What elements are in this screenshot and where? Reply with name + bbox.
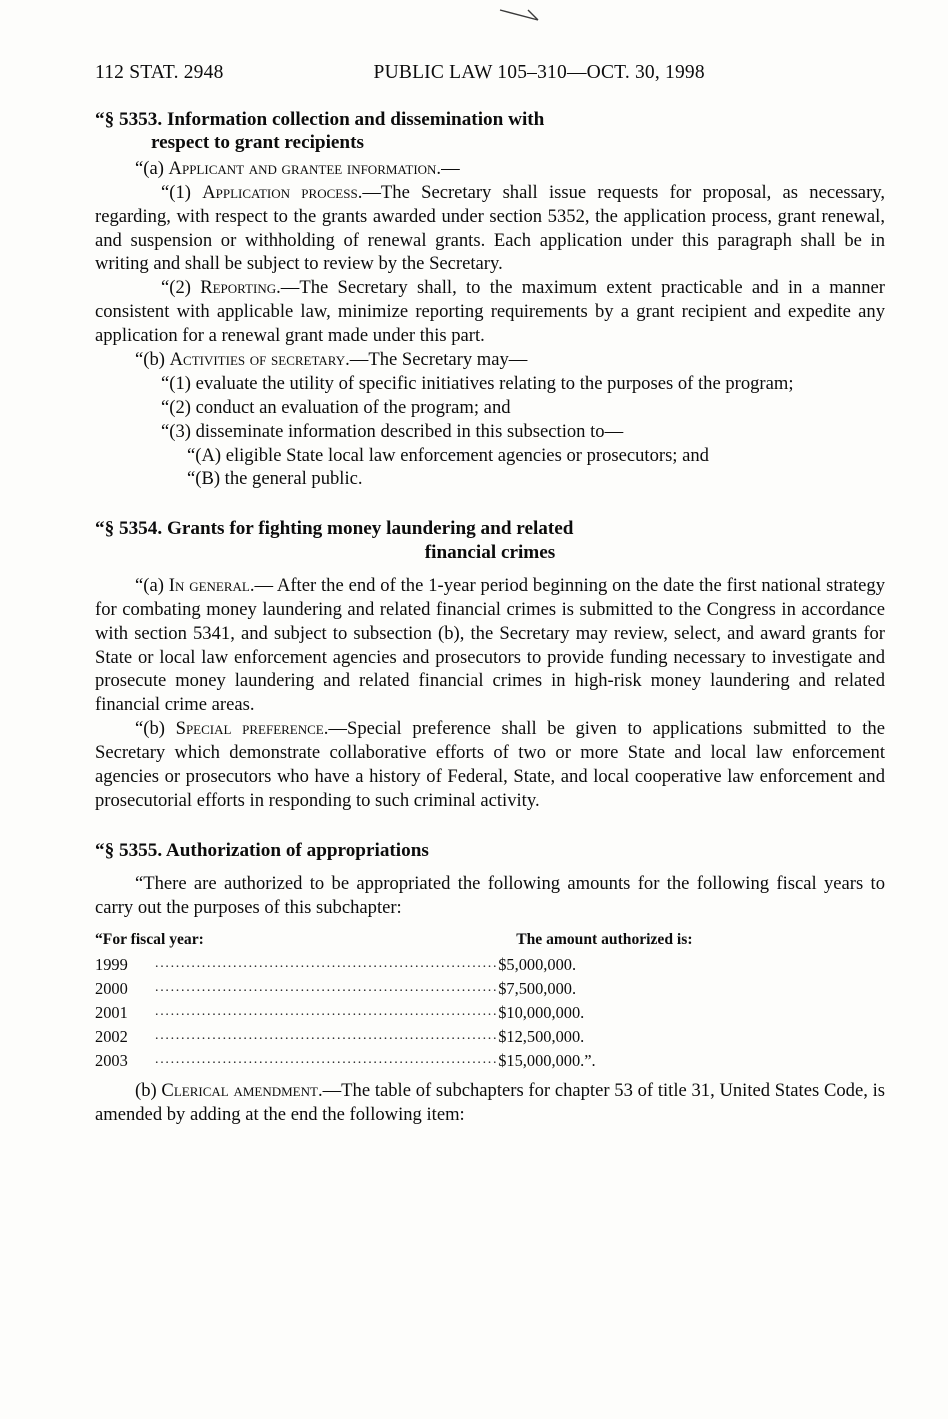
paragraph-b-3-A: “(A) eligible State local law enforcement agencies or prosecutors; and xyxy=(187,444,709,466)
cell-amount: $5,000,000. xyxy=(498,954,577,974)
cell-year: 2002 xyxy=(95,1027,128,1047)
section-5353 xyxy=(95,108,885,491)
paragraph-5355-intro: “There are authorized to be appropriated the following amounts for the following fiscal years to carry out the purposes of this subchapter: xyxy=(95,872,885,918)
paragraph-b-3-B: “(B) the general public. xyxy=(187,468,363,490)
cell-amount: $10,000,000. xyxy=(498,1003,585,1023)
section-5354-number: “§ 5354. xyxy=(95,518,163,540)
cell-year: 2000 xyxy=(95,979,128,998)
cell-year: 2001 xyxy=(95,1003,128,1023)
section-5353-heading xyxy=(95,108,885,155)
cell-year: 1999 xyxy=(95,954,128,974)
cell-leader: .................................................................. xyxy=(155,1028,499,1044)
column-header-amount: The amount authorized is: xyxy=(516,931,693,949)
cell-leader: .................................................................. xyxy=(155,956,499,972)
column-header-fiscal-year: “For fiscal year: xyxy=(95,931,204,949)
table-row xyxy=(95,1001,755,1025)
cell-year: 2003 xyxy=(95,1051,128,1071)
table-row xyxy=(95,1049,755,1073)
statute-citation: 112 STAT. 2948 xyxy=(95,62,224,83)
paragraph-b-2: “(2) conduct an evaluation of the program; and xyxy=(161,396,511,418)
page-scan-mark xyxy=(498,8,544,24)
running-head xyxy=(95,62,885,84)
public-law-title: PUBLIC LAW 105–310—OCT. 30, 1998 xyxy=(373,62,705,83)
section-5354-title-line1: Grants for fighting money laundering and related xyxy=(166,518,574,540)
cell-leader: .................................................................. xyxy=(155,980,499,996)
cell-amount: $12,500,000. xyxy=(498,1027,585,1047)
section-5353-number: “§ 5353. xyxy=(95,109,163,130)
section-5354-text xyxy=(95,574,885,813)
section-5353-title-line1: Information collection and dissemination with xyxy=(166,109,545,130)
paragraph-a-1: “(1) Application process.—The Secretary shall issue requests for proposal, as necessary, regarding, with respect to the grants awarded under section 5352, the application process, grant renewal, and suspension or withholding of renewal grants. Each application under this paragraph shall be in writing and shall be subject to review by the Secretary. xyxy=(95,181,885,275)
table-row xyxy=(95,1025,755,1049)
section-5355-number: “§ 5355. xyxy=(95,839,163,861)
document-body xyxy=(95,108,885,1127)
section-5353-text xyxy=(95,157,885,491)
authorized-amounts-table xyxy=(95,930,755,1072)
paragraph-clerical-amendment: (b) Clerical amendment.—The table of subchapters for chapter 53 of title 31, United States Code, is amended by adding at the end the following item: xyxy=(95,1079,885,1125)
paragraph-b: “(b) Activities of secretary.—The Secretary may— xyxy=(135,348,528,370)
section-5355-text xyxy=(95,872,885,920)
paragraph-a: “(a) Applicant and grantee information.— xyxy=(135,157,460,179)
section-5354 xyxy=(95,517,885,813)
section-5355 xyxy=(95,839,885,1127)
table-row xyxy=(95,952,755,976)
paragraph-b-3: “(3) disseminate information described in this subsection to— xyxy=(161,420,624,442)
paragraph-a-2: “(2) Reporting.—The Secretary shall, to the maximum extent practicable and in a manner consistent with applicable law, minimize reporting requirements by a grant recipient and expedite any application for a renewal grant made under this part. xyxy=(95,277,885,347)
table-row xyxy=(95,977,755,1001)
table-header-row xyxy=(95,930,755,952)
cell-leader: .................................................................. xyxy=(155,1004,499,1020)
clerical-amendment-block xyxy=(95,1079,885,1127)
section-5354-heading xyxy=(95,517,885,565)
paragraph-b-1: “(1) evaluate the utility of specific initiatives relating to the purposes of the program; xyxy=(161,372,794,394)
cell-amount: $7,500,000. xyxy=(498,979,577,998)
section-5354-title-line2: financial crimes xyxy=(424,542,556,564)
cell-leader: .................................................................. xyxy=(155,1052,499,1068)
cell-amount: $15,000,000.”. xyxy=(498,1051,596,1071)
paragraph-5354-b: “(b) Special preference.—Special preference shall be given to applications submitted to the Secretary which demonstrate collaborative efforts of two or more State and local law enforcement agencies or prosecutors who have a history of Federal, State, and local cooperative law enforcement and prosecutorial efforts in responding to such criminal activity. xyxy=(95,718,885,811)
paragraph-5354-a: “(a) In general.— After the end of the 1-year period beginning on the date the first national strategy for combating money laundering and related financial crimes is submitted to the Congress in accordance with section 5341, and subject to subsection (b), the Secretary may review, select, and award grants for State or local law enforcement agencies and prosecutors to provide funding necessary to investigate and prosecute money laundering and related financial crimes in high-risk money laundering and related financial crime areas. xyxy=(95,574,885,716)
section-5355-title-line1: Authorization of appropriations xyxy=(165,839,429,861)
section-5355-heading xyxy=(95,839,885,863)
section-5353-title-line2: respect to grant recipients xyxy=(151,132,364,154)
